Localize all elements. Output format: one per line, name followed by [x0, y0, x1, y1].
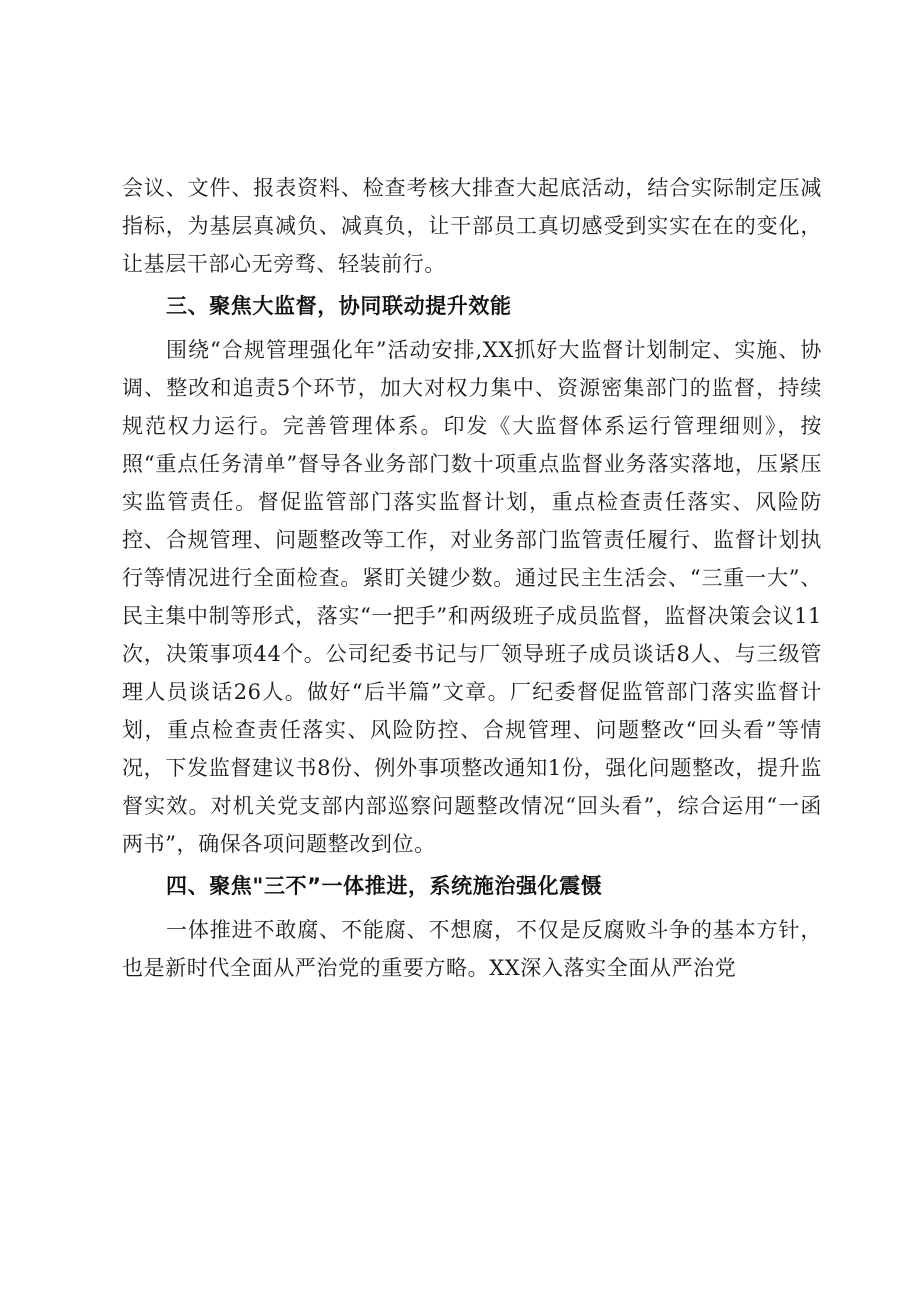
paragraph-integrity: 一体推进不敢腐、不能腐、不想腐，不仅是反腐败斗争的基本方针，也是新时代全面从严治党的重要方略。XX深入落实全面从严治党 [122, 918, 822, 980]
section-heading-3: 三、聚焦大监督，协同联动提升效能 [166, 294, 512, 318]
section-heading-4: 四、聚焦"三不”一体推进，系统施治强化震慑 [166, 874, 603, 898]
paragraph-continued: 会议、文件、报表资料、检查考核大排查大起底活动，结合实际制定压减指标，为基层真减负、减真负，让干部员工真切感受到实实在在的变化，让基层干部心无旁骛、轻装前行。 [122, 176, 822, 276]
document-body [122, 169, 822, 987]
paragraph-supervision: 围绕“合规管理强化年”活动安排,XX抓好大监督计划制定、实施、协调、整改和追责5个环节，加大对权力集中、资源密集部门的监督，持续规范权力运行。完善管理体系。印发《大监督体系运行管理细则》，按照“重点任务清单”督导各业务部门数十项重点监督业务落实落地，压紧压实监管责任。督促监管部门落实监督计划，重点检查责任落实、风险防控、合规管理、问题整改等工作，对业务部门监管责任履行、监督计划执行等情况进行全面检查。紧盯关键少数。通过民主生活会、“三重一大”、民主集中制等形式，落实“一把手”和两级班子成员监督，监督决策会议11次，决策事项44个。公司纪委书记与厂领导班子成员谈话8人、与三级管理人员谈话26人。做好“后半篇”文章。厂纪委督促监管部门落实监督计划，重点检查责任落实、风险防控、合规管理、问题整改“回头看”等情况，下发监督建议书8份、例外事项整改通知1份，强化问题整改，提升监督实效。对机关党支部内部巡察问题整改情况“回头看”，综合运用“一函两书”，确保各项问题整改到位。 [122, 338, 822, 856]
